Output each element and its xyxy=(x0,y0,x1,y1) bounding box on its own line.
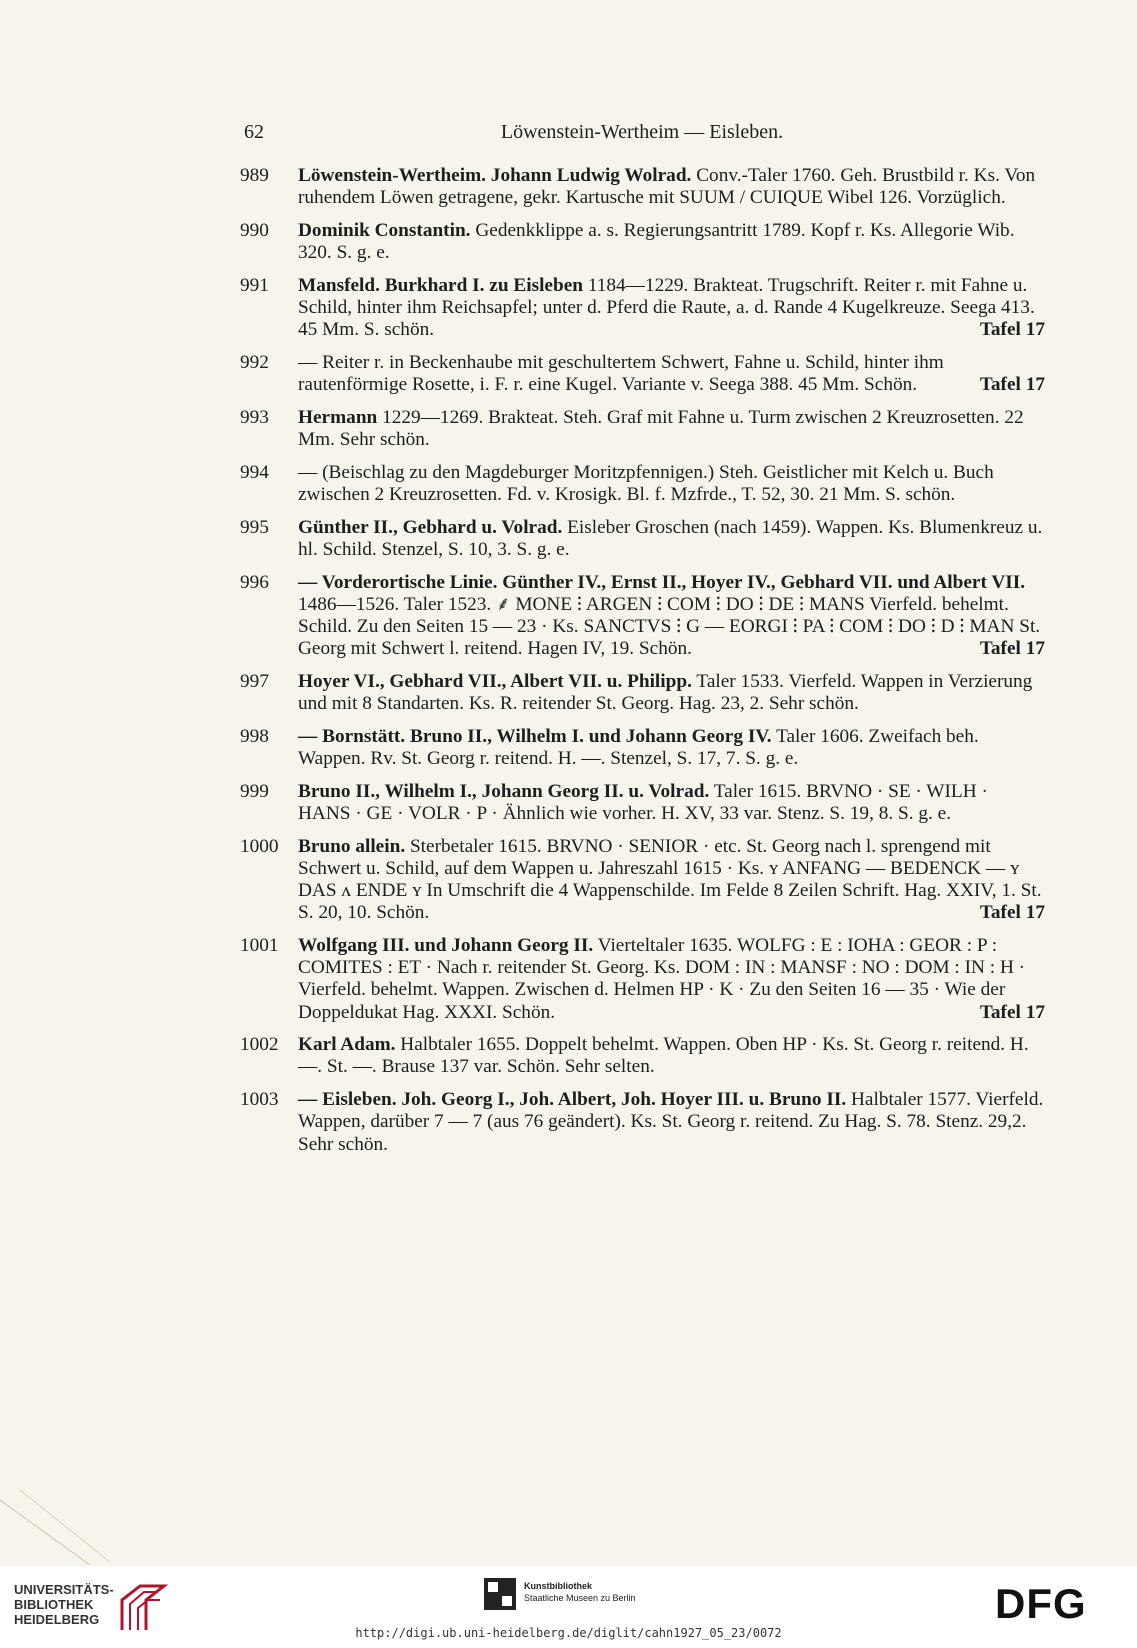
entry-heading: Wolfgang III. und Johann Georg II. xyxy=(298,934,594,956)
entry-description: Gedenkklippe a. s. Regierungsantritt 1789. Kopf r. Ks. Allegorie Wib. 320. S. g. e. xyxy=(298,219,1015,264)
catalog-entry xyxy=(240,275,1045,342)
entry-number: 991 xyxy=(240,274,269,296)
entry-number: 997 xyxy=(240,670,269,692)
entry-number: 1003 xyxy=(240,1089,279,1111)
catalog-entry xyxy=(240,407,1045,451)
entry-number: 995 xyxy=(240,516,269,538)
entry-description: Taler 1606. Zweifach beh. Wappen. Rv. St. Georg r. reitend. H. —. Stenzel, S. 17, 7. S. g. e. xyxy=(298,725,979,769)
catalog-entry xyxy=(240,836,1045,925)
entry-heading: Hoyer VI., Gebhard VII., Albert VII. u. Philipp. xyxy=(298,670,692,692)
entry-subheading: Günther IV., Ernst II., Hoyer IV., Gebhard VII. und Albert VII. xyxy=(502,571,1026,593)
entry-description: Taler 1615. BRVNO · SE · WILH · HANS · GE · VOLR · P · Ähnlich wie vorher. H. XV, 33 var. Stenz. S. 19, 8. S. g. e. xyxy=(298,780,988,824)
catalog-entry xyxy=(240,671,1045,715)
dfg-wordmark: DFG xyxy=(995,1584,1087,1624)
entry-number: 996 xyxy=(240,571,269,593)
entry-heading: Mansfeld. xyxy=(298,274,380,296)
entry-subheading: Johann Ludwig Wolrad. xyxy=(490,165,692,186)
entry-subheading: Bruno II., Wilhelm I. und Johann Georg IV. xyxy=(409,725,772,747)
entry-description: Taler 1533. Vierfeld. Wappen in Verzierung und mit 8 Standarten. Ks. R. reitender St. Georg. Hag. 23, 2. Sehr schön. xyxy=(298,670,1033,715)
kunstbibliothek-icon xyxy=(484,1578,516,1610)
catalog-entry xyxy=(240,352,1045,396)
entry-description: 1229—1269. Brakteat. Steh. Graf mit Fahne u. Turm zwischen 2 Kreuzrosetten. 22 Mm. Sehr schön. xyxy=(298,406,1024,451)
plate-reference: Tafel 17 xyxy=(979,902,1045,924)
kunstbibliothek-wordmark xyxy=(524,1580,636,1604)
entry-number: 994 xyxy=(240,461,269,483)
ub-line-3: HEIDELBERG xyxy=(14,1612,100,1627)
catalog-entries xyxy=(240,165,1045,1166)
entry-number: 1001 xyxy=(240,934,279,956)
entry-number: 999 xyxy=(240,780,269,802)
catalog-entry xyxy=(240,572,1045,661)
entry-description: — (Beischlag zu den Magdeburger Moritzpfennigen.) Steh. Geistlicher mit Kelch u. Buch zwischen 2 Kreuzrosetten. Fd. v. Krosigk. Bl. f. Mzfrde., T. 52, 30. 21 Mm. S. schön. xyxy=(298,461,994,505)
page-number: 62 xyxy=(244,121,264,143)
entry-heading: Dominik Constantin. xyxy=(298,219,471,241)
running-head: Löwenstein-Wertheim — Eisleben. xyxy=(500,121,784,143)
entry-number: 990 xyxy=(240,219,269,241)
entry-subheading: Burkhard I. zu Eisleben xyxy=(384,274,583,296)
ub-heidelberg-wordmark xyxy=(14,1582,114,1627)
entry-heading: — Eisleben. Joh. Georg I., Joh. Albert, Joh. Hoyer III. u. Bruno II. xyxy=(298,1089,847,1111)
entry-description: — Reiter r. in Beckenhaube mit geschultertem Schwert, Fahne u. Schild, hinter ihm rautenförmige Rosette, i. F. r. eine Kugel. Variante v. Seega 388. 45 Mm. Schön. xyxy=(298,351,944,396)
entry-heading: — Vorderortische Linie. xyxy=(298,571,498,593)
catalog-entry xyxy=(240,726,1045,770)
digitization-footer xyxy=(0,1566,1137,1648)
entry-heading: Bruno allein. xyxy=(298,835,406,857)
entry-number: 998 xyxy=(240,725,269,747)
permalink-url[interactable]: http://digi.ub.uni-heidelberg.de/diglit/cahn1927_05_23/0072 xyxy=(355,1626,782,1640)
catalog-entry xyxy=(240,462,1045,506)
catalog-entry xyxy=(240,935,1045,1024)
entry-heading: Löwenstein-Wertheim. xyxy=(298,165,486,186)
entry-description: Sterbetaler 1615. BRVNO · SENIOR · etc. St. Georg nach l. sprengend mit Schwert u. Schild, auf dem Wappen u. Jahreszahl 1615 · Ks. ʏ ANFANG — BEDENCK — ʏ DAS ʌ ENDE ʏ In Umschrift die 4 Wappenschilde. Im Felde 8 Zeilen Schrift. Hag. XXIV, 1. St. S. 20, 10. Schön. xyxy=(298,835,1042,924)
dfg-logo[interactable] xyxy=(995,1584,1115,1624)
page-header xyxy=(240,118,1044,148)
kb-line-1: Kunstbibliothek xyxy=(524,1581,592,1591)
catalog-entry xyxy=(240,165,1045,209)
entry-number: 1002 xyxy=(240,1034,279,1056)
entry-heading: — Bornstätt. xyxy=(298,725,406,747)
entry-heading: Hermann xyxy=(298,406,378,428)
catalog-entry xyxy=(240,1034,1045,1078)
ub-line-1: UNIVERSITÄTS- xyxy=(14,1582,114,1597)
catalog-entry xyxy=(240,1089,1045,1156)
entry-description: 1184—1229. Brakteat. Trugschrift. Reiter r. mit Fahne u. Schild, hinter ihm Reichsapfel; unter d. Pferd die Raute, a. d. Rande 4 Kugelkreuze. Seega 413. 45 Mm. S. schön. xyxy=(298,274,1035,341)
entry-heading: Bruno II., Wilhelm I., Johann Georg II. u. Volrad. xyxy=(298,780,710,802)
ub-line-2: BIBLIOTHEK xyxy=(14,1597,94,1612)
plate-reference: Tafel 17 xyxy=(979,1001,1045,1023)
entry-description: Halbtaler 1577. Vierfeld. Wappen, darüber 7 — 7 (aus 76 geändert). Ks. St. Georg r. reitend. Zu Hag. S. 78. Stenz. 29,2. Sehr schön. xyxy=(298,1089,1044,1155)
scan-artifact-lines xyxy=(0,1490,120,1570)
entry-number: 993 xyxy=(240,406,269,428)
entry-description: Conv.-Taler 1760. Geh. Brustbild r. Ks. Von ruhendem Löwen getragene, gekr. Kartusche mit SUUM / CUIQUE Wibel 126. Vorzüglich. xyxy=(298,165,1036,209)
entry-heading: Günther II., Gebhard u. Volrad. xyxy=(298,516,563,538)
plate-reference: Tafel 17 xyxy=(979,638,1045,660)
plate-reference: Tafel 17 xyxy=(979,319,1045,341)
entry-heading: Karl Adam. xyxy=(298,1034,396,1056)
entry-description: Halbtaler 1655. Doppelt behelmt. Wappen. Oben HP · Ks. St. Georg r. reitend. H. —. St. —. Brause 137 var. Schön. Sehr selten. xyxy=(298,1034,1029,1078)
entry-description: Vierteltaler 1635. WOLFG : E : IOHA : GEOR : P : COMITES : ET · Nach r. reitender St. Georg. Ks. DOM : IN : MANSF : NO : DOM : IN : H · Vierfeld. behelmt. Wappen. Zwischen d. Helmen HP · K · Zu den Seiten 16 — 35 · Wie der Doppeldukat Hag. XXXI. Schön. xyxy=(298,934,1026,1023)
kb-line-2: Staatliche Museen zu Berlin xyxy=(524,1593,636,1603)
kunstbibliothek-logo[interactable] xyxy=(484,1578,664,1618)
entry-number: 989 xyxy=(240,165,269,186)
catalog-entry xyxy=(240,517,1045,561)
catalog-entry xyxy=(240,781,1045,825)
entry-description: Eisleber Groschen (nach 1459). Wappen. Ks. Blumenkreuz u. hl. Schild. Stenzel, S. 10, 3. S. g. e. xyxy=(298,516,1043,560)
plate-reference: Tafel 17 xyxy=(979,374,1045,396)
catalog-entry xyxy=(240,220,1045,264)
entry-number: 992 xyxy=(240,351,269,373)
entry-description: 1486—1526. Taler 1523. ⸙ MONE ⁝ ARGEN ⁝ COM ⁝ DO ⁝ DE ⁝ MANS Vierfeld. behelmt. Schild. Zu den Seiten 15 — 23 · Ks. SANCTVS ⁝ G — EORGI ⁝ PA ⁝ COM ⁝ DO ⁝ D ⁝ MAN St. Georg mit Schwert l. reitend. Hagen IV, 19. Schön. xyxy=(298,593,1041,660)
entry-number: 1000 xyxy=(240,835,279,857)
